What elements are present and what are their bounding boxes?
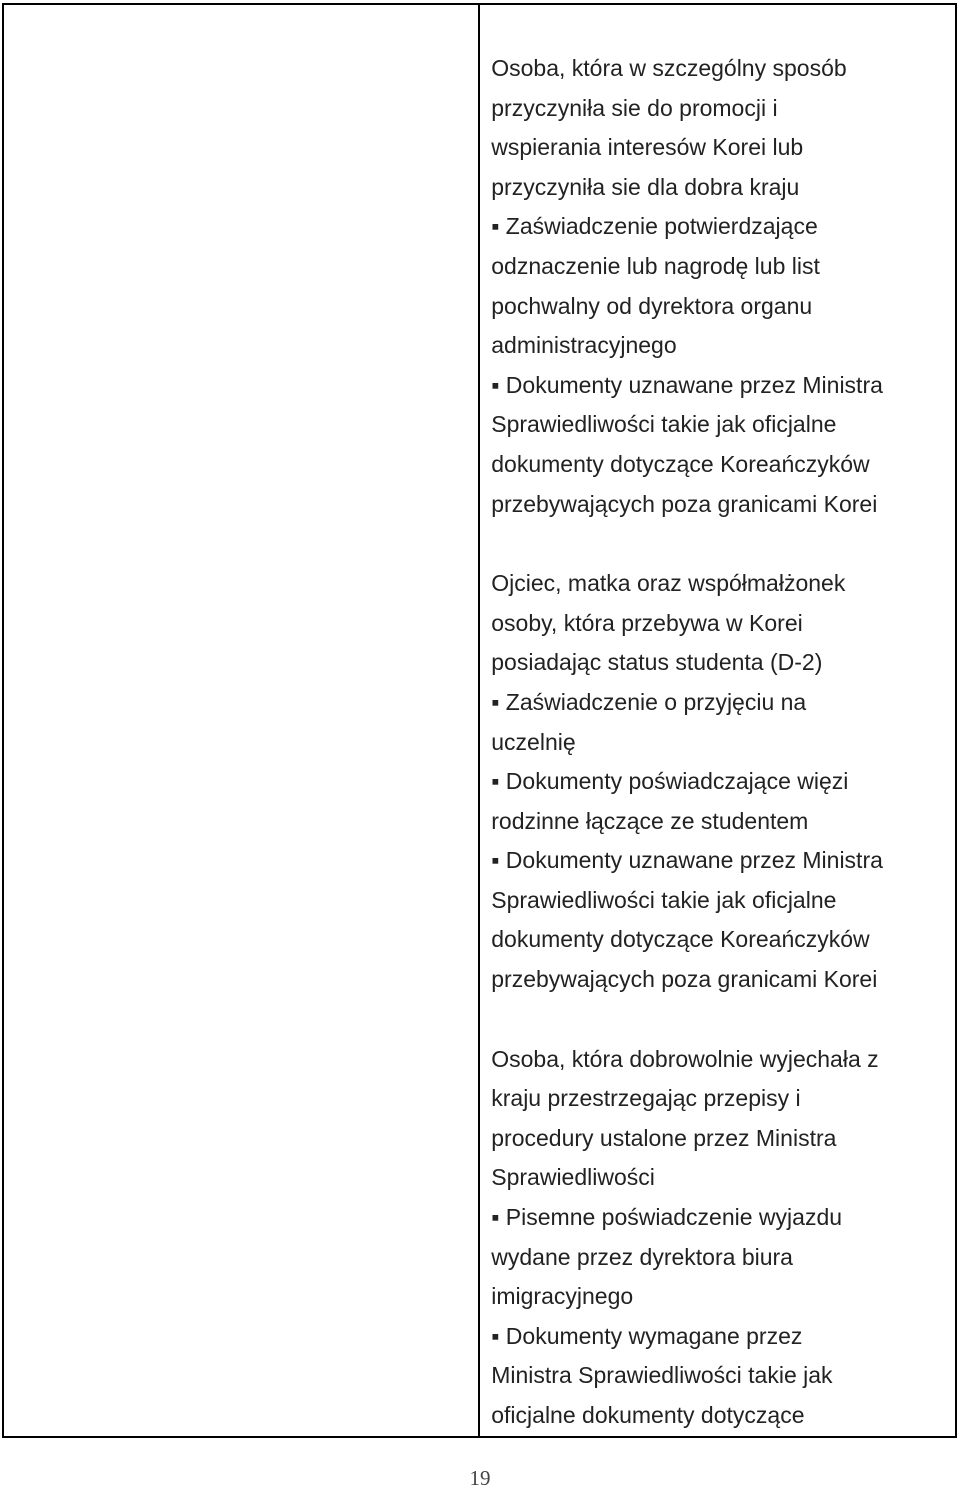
bullet-line: ▪ Zaświadczenie potwierdzające [491, 213, 818, 240]
text-line: dokumenty dotyczące Koreańczyków [491, 450, 870, 477]
section-voluntary-departure [491, 1040, 955, 1436]
text-line: przyczyniła sie do promocji i [491, 94, 778, 121]
text-line: wspierania interesów Korei lub [491, 134, 804, 161]
table-row [3, 4, 956, 1437]
bullet-line: ▪ Dokumenty poświadczające więzi [491, 768, 849, 795]
text-line: kraju przestrzegając przepisy i [491, 1085, 801, 1112]
text-line: Osoba, która dobrowolnie wyjechała z [491, 1045, 879, 1072]
bullet-line: ▪ Dokumenty uznawane przez Ministra [491, 371, 883, 398]
section-contribution [491, 49, 955, 524]
text-line: Sprawiedliwości takie jak oficjalne [491, 886, 837, 913]
text-line: pochwalny od dyrektora organu [491, 292, 813, 319]
text-line: Osoba, która w szczególny sposób [491, 55, 847, 81]
text-line: administracyjnego [491, 332, 677, 359]
left-column-cell [3, 4, 479, 1437]
text-line: Sprawiedliwości [491, 1164, 655, 1191]
document-table [2, 3, 957, 1438]
text-line: Ojciec, matka oraz współmałżonek [491, 570, 846, 597]
bullet-line: ▪ Pisemne poświadczenie wyjazdu [491, 1204, 843, 1231]
requirements-text [480, 5, 955, 1436]
text-line: oficjalne dokumenty dotyczące [491, 1402, 805, 1428]
section-spacer [491, 524, 955, 564]
text-line: posiadając status studenta (D-2) [491, 649, 823, 676]
text-line: Ministra Sprawiedliwości takie jak [491, 1362, 833, 1389]
text-line: wydane przez dyrektora biura [491, 1243, 793, 1270]
right-column-cell [479, 4, 956, 1437]
section-student-family [491, 564, 955, 1000]
text-line: Sprawiedliwości takie jak oficjalne [491, 411, 837, 438]
text-line: osoby, która przebywa w Korei [491, 609, 803, 636]
text-line: dokumenty dotyczące Koreańczyków [491, 926, 870, 953]
bullet-line: ▪ Dokumenty uznawane przez Ministra [491, 847, 883, 874]
page-number: 19 [469, 1466, 491, 1490]
text-line: przyczyniła sie dla dobra kraju [491, 173, 800, 200]
section-spacer [491, 1000, 955, 1040]
text-line: odznaczenie lub nagrodę lub list [491, 252, 820, 279]
text-line: uczelnię [491, 728, 576, 755]
bullet-line: ▪ Zaświadczenie o przyjęciu na [491, 688, 807, 715]
text-line: przebywających poza granicami Korei [491, 966, 878, 993]
text-line: rodzinne łączące ze studentem [491, 807, 809, 834]
text-line: imigracyjnego [491, 1283, 634, 1310]
text-line: przebywających poza granicami Korei [491, 490, 878, 517]
bullet-line: ▪ Dokumenty wymagane przez [491, 1322, 803, 1349]
text-line: procedury ustalone przez Ministra [491, 1124, 837, 1151]
